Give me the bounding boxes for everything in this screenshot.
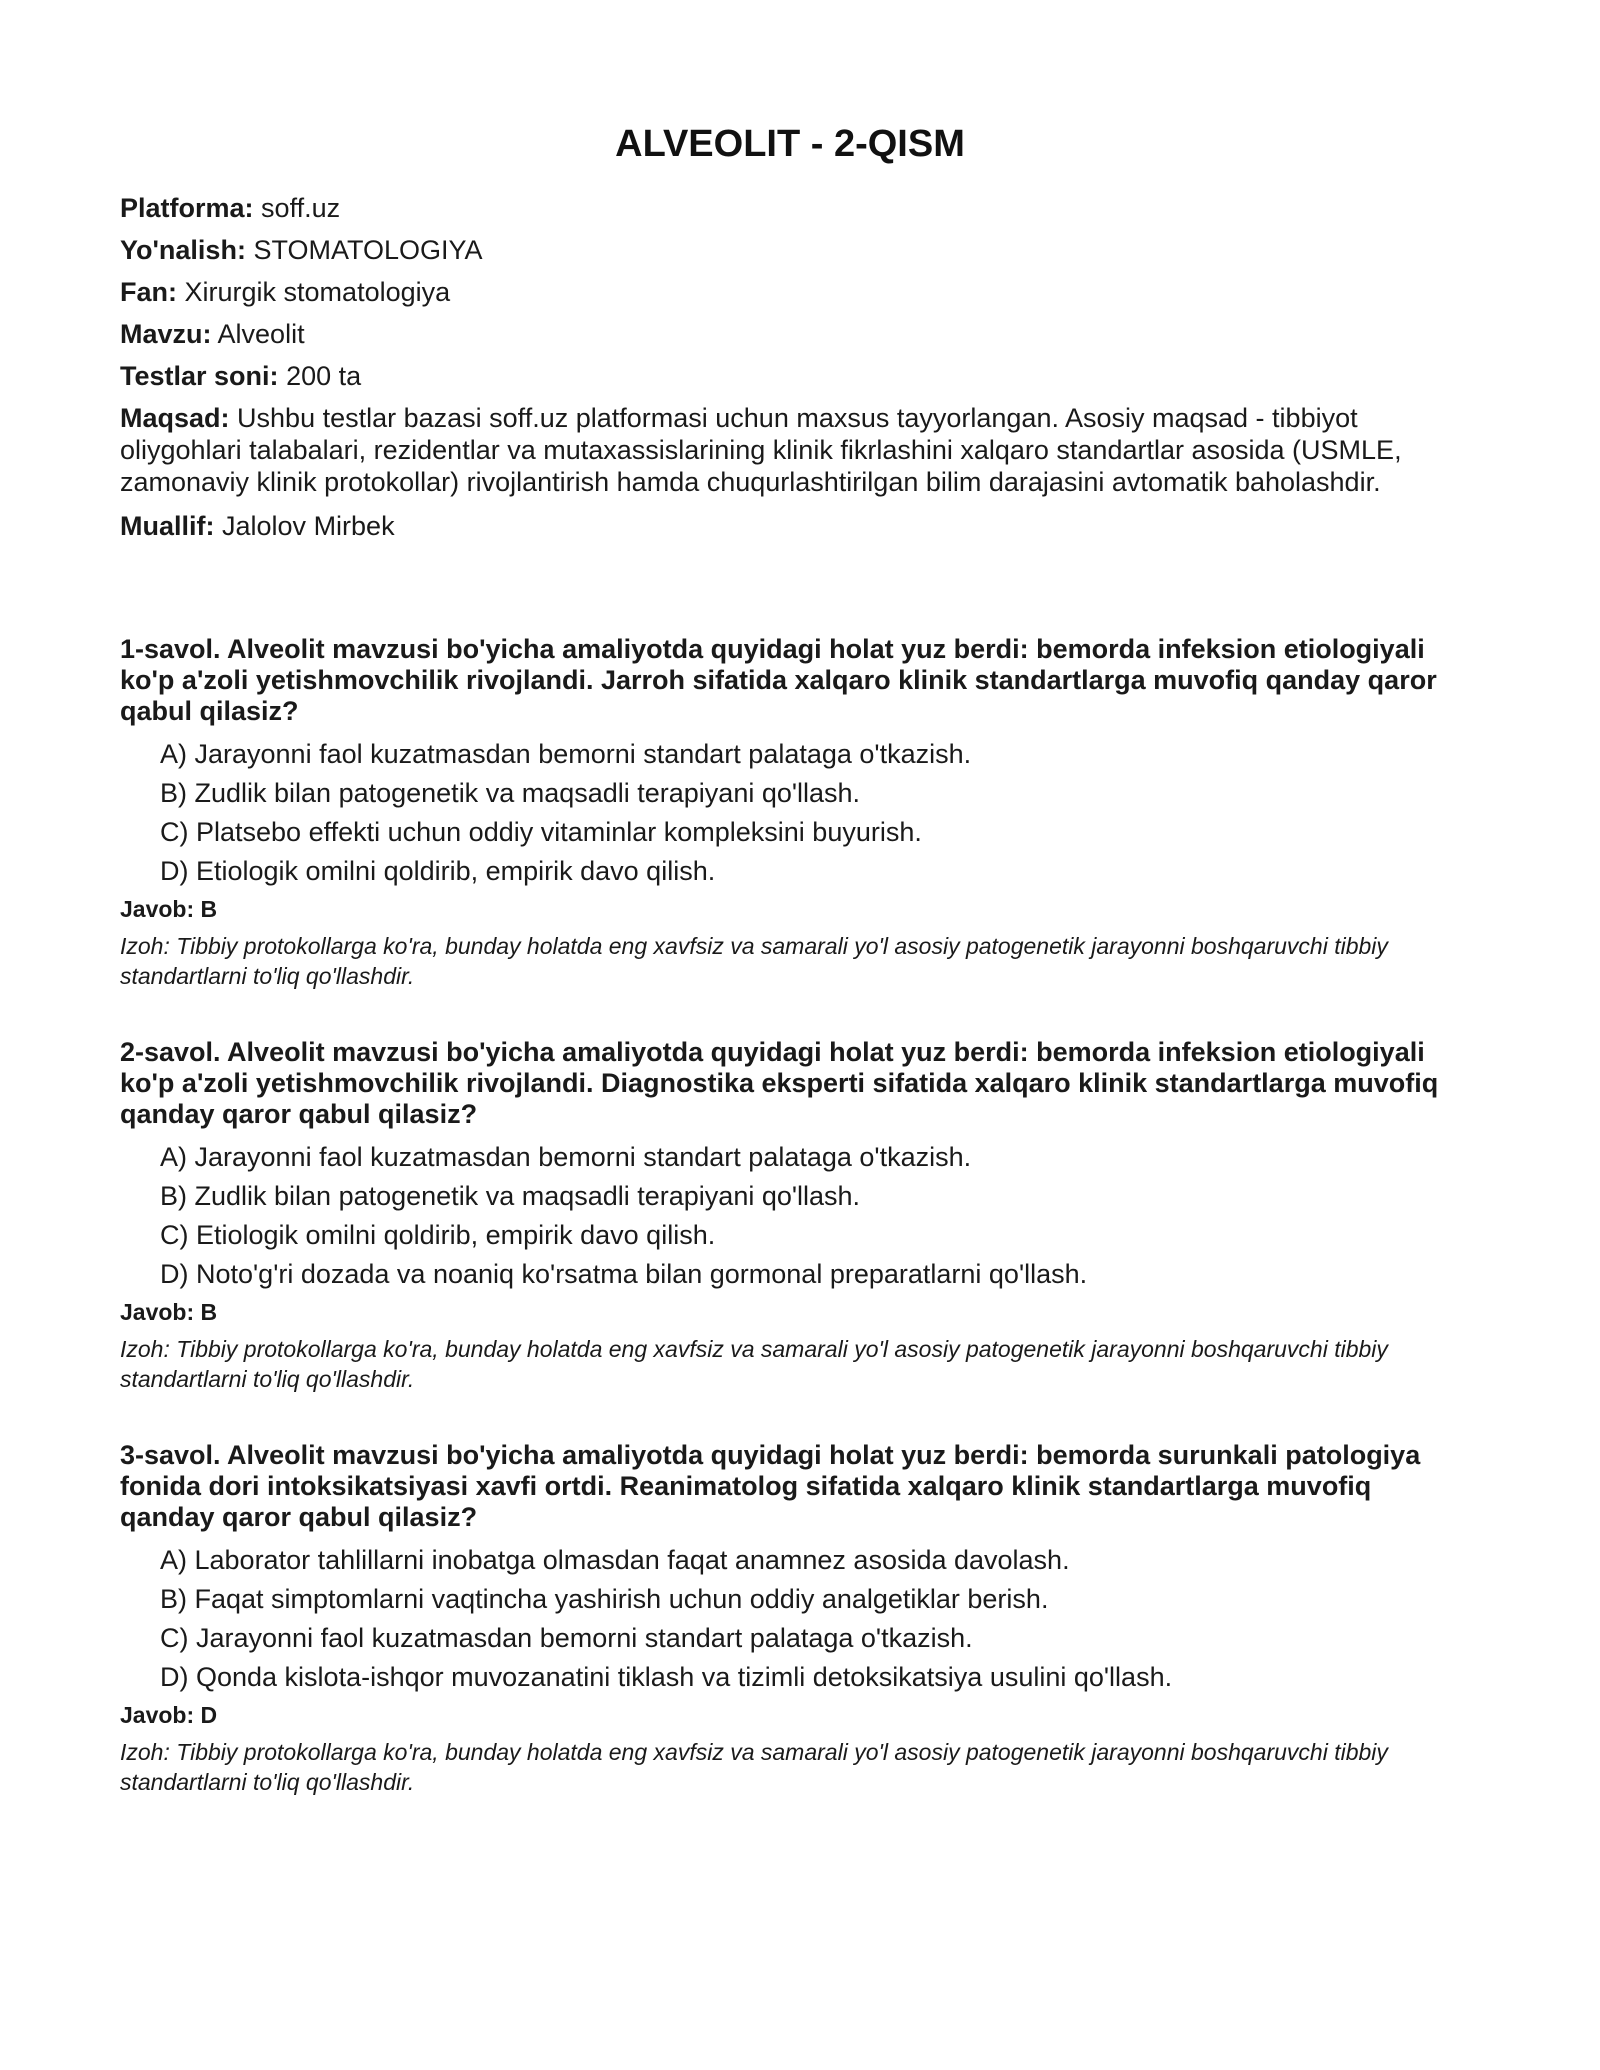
meta-value: soff.uz <box>261 193 341 223</box>
option-c: C) Etiologik omilni qoldirib, empirik davo qilish. <box>160 1220 716 1250</box>
section-spacer <box>120 552 1460 634</box>
meta-value: 200 ta <box>286 361 362 391</box>
option-c: C) Jarayonni faol kuzatmasdan bemorni standart palataga o'tkazish. <box>160 1623 973 1653</box>
question-1 <box>120 634 1460 991</box>
meta-subject <box>120 276 1460 308</box>
answer: Javob: D <box>120 1702 218 1728</box>
meta-direction <box>120 234 1460 266</box>
meta-value: Jalolov Mirbek <box>222 511 395 541</box>
option-b: B) Faqat simptomlarni vaqtincha yashirish uchun oddiy analgetiklar berish. <box>160 1584 1049 1614</box>
option-d: D) Noto'g'ri dozada va noaniq ko'rsatma bilan gormonal preparatlarni qo'llash. <box>160 1259 1088 1289</box>
option-d: D) Qonda kislota-ishqor muvozanatini tiklash va tizimli detoksikatsiya usulini qo'llash. <box>160 1662 1173 1692</box>
explanation: Izoh: Tibbiy protokollarga ko'ra, bunday holatda eng xavfsiz va samarali yo'l asosiy patogenetik jarayonni boshqaruvchi tibbiy standartlarni to'liq qo'llashdir. <box>120 1739 1388 1795</box>
meta-key: Testlar soni: <box>120 361 279 391</box>
answer: Javob: B <box>120 1299 218 1325</box>
meta-key: Muallif: <box>120 511 215 541</box>
meta-goal <box>120 402 1460 498</box>
question-text: 2-savol. Alveolit mavzusi bo'yicha amaliyotda quyidagi holat yuz berdi: bemorda infeksion etiologiyali ko'p a'zoli yetishmovchilik rivojlandi. Diagnostika eksperti sifatida xalqaro klinik standartlarga muvofiq qanday qaror qabul qilasiz? <box>120 1037 1439 1129</box>
meta-key: Maqsad: <box>120 403 230 433</box>
meta-test-count <box>120 360 1460 392</box>
question-3 <box>120 1440 1460 1797</box>
question-text: 1-savol. Alveolit mavzusi bo'yicha amaliyotda quyidagi holat yuz berdi: bemorda infeksion etiologiyali ko'p a'zoli yetishmovchilik rivojlandi. Jarroh sifatida xalqaro klinik standartlarga muvofiq qanday qaror qabul qilasiz? <box>120 634 1437 726</box>
meta-value: Xirurgik stomatologiya <box>184 277 451 307</box>
meta-value: STOMATOLOGIYA <box>253 235 483 265</box>
option-a: A) Laborator tahlillarni inobatga olmasdan faqat anamnez asosida davolash. <box>160 1545 1070 1575</box>
document-page <box>120 120 1460 1797</box>
explanation: Izoh: Tibbiy protokollarga ko'ra, bunday holatda eng xavfsiz va samarali yo'l asosiy patogenetik jarayonni boshqaruvchi tibbiy standartlarni to'liq qo'llashdir. <box>120 933 1388 989</box>
page-title: ALVEOLIT - 2-QISM <box>615 123 965 165</box>
option-list <box>120 1142 1460 1290</box>
meta-author <box>120 510 1460 542</box>
meta-topic <box>120 318 1460 350</box>
meta-section <box>120 192 1460 542</box>
meta-key: Mavzu: <box>120 319 212 349</box>
meta-platform <box>120 192 1460 224</box>
option-list <box>120 1545 1460 1693</box>
meta-key: Yo'nalish: <box>120 235 246 265</box>
option-c: C) Platsebo effekti uchun oddiy vitaminlar kompleksini buyurish. <box>160 817 922 847</box>
meta-value: Ushbu testlar bazasi soff.uz platformasi uchun maxsus tayyorlangan. Asosiy maqsad - tibbiyot oliygohlari talabalari, rezidentlar va mutaxassislarining klinik fikrlashini xalqaro standartlar asosida (USMLE, zamonaviy klinik protokollar) rivojlantirish hamda chuqurlashtirilgan bilim darajasini avtomatik baholashdir. <box>120 403 1402 497</box>
option-list <box>120 739 1460 887</box>
question-gap <box>120 1394 1460 1440</box>
question-gap <box>120 991 1460 1037</box>
option-b: B) Zudlik bilan patogenetik va maqsadli terapiyani qo'llash. <box>160 1181 861 1211</box>
explanation: Izoh: Tibbiy protokollarga ko'ra, bunday holatda eng xavfsiz va samarali yo'l asosiy patogenetik jarayonni boshqaruvchi tibbiy standartlarni to'liq qo'llashdir. <box>120 1336 1388 1392</box>
question-text: 3-savol. Alveolit mavzusi bo'yicha amaliyotda quyidagi holat yuz berdi: bemorda surunkali patologiya fonida dori intoksikatsiyasi xavfi ortdi. Reanimatolog sifatida xalqaro klinik standartlarga muvofiq qanday qaror qabul qilasiz? <box>120 1440 1421 1532</box>
option-b: B) Zudlik bilan patogenetik va maqsadli terapiyani qo'llash. <box>160 778 861 808</box>
meta-key: Fan: <box>120 277 177 307</box>
option-a: A) Jarayonni faol kuzatmasdan bemorni standart palataga o'tkazish. <box>160 739 972 769</box>
meta-value: Alveolit <box>217 319 305 349</box>
option-a: A) Jarayonni faol kuzatmasdan bemorni standart palataga o'tkazish. <box>160 1142 972 1172</box>
answer: Javob: B <box>120 896 218 922</box>
question-2 <box>120 1037 1460 1394</box>
meta-key: Platforma: <box>120 193 254 223</box>
option-d: D) Etiologik omilni qoldirib, empirik davo qilish. <box>160 856 716 886</box>
